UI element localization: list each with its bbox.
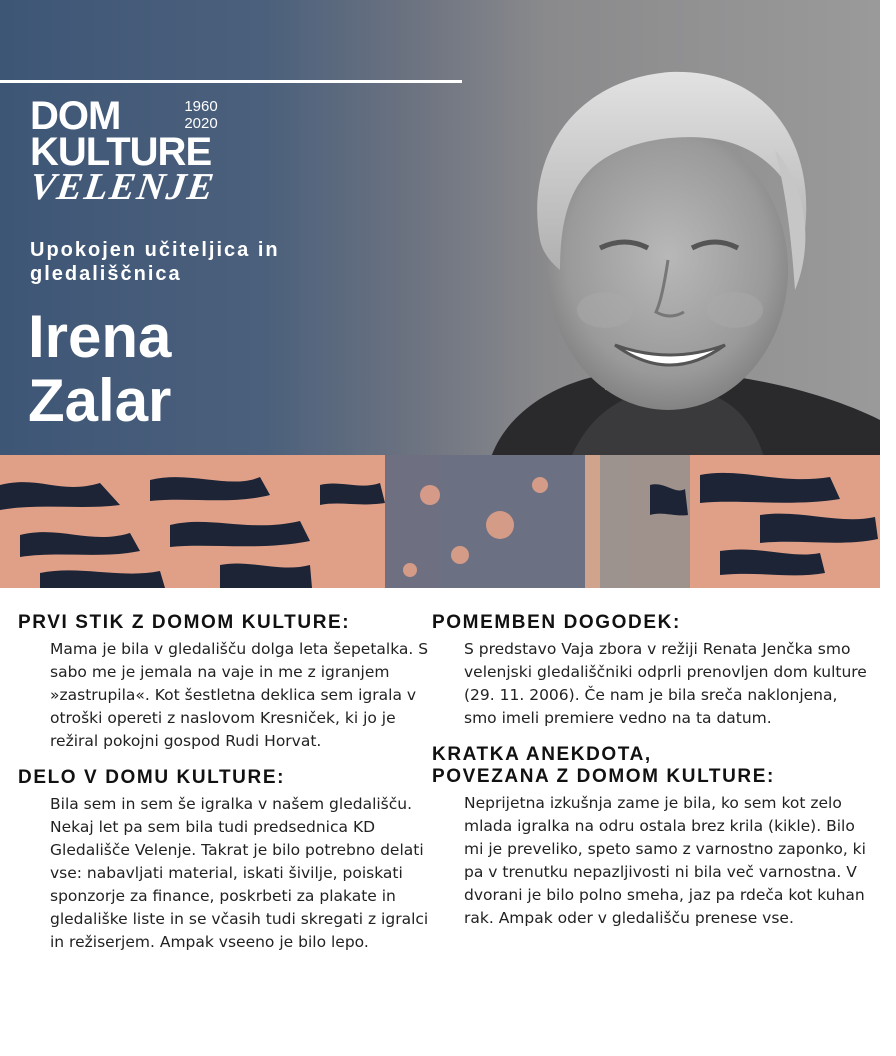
profile-subtitle: Upokojen učiteljica in gledališčnica (30, 239, 280, 285)
top-rule (0, 80, 462, 83)
section-important-event (432, 612, 872, 730)
section-heading: PRVI STIK Z DOMOM KULTURE: (18, 612, 351, 633)
decorative-texture-band (0, 455, 880, 588)
dom-kulture-logo (27, 94, 250, 214)
logo-word-kulture: KULTURE (30, 130, 212, 174)
section-first-contact (18, 612, 438, 753)
section-body: S predstavo Vaja zbora v režiji Renata Jenčka smo velenjski gledališčniki odprli prenovljen dom kulture (29. 11. 2006). Če nam je bila sreča naklonjena, smo imeli premiere vedno na ta datum. (464, 640, 867, 727)
section-heading: DELO V DOMU KULTURE: (18, 767, 286, 788)
section-body: Mama je bila v gledališču dolga leta šepetalka. S sabo me je jemala na vaje in me z igranjem »zastrupila«. Kot šestletna deklica sem igrala v otroški opereti z naslovom Kresniček, ki jo je režiral pokojni gospod Rudi Horvat. (50, 640, 429, 750)
section-anecdote (432, 744, 872, 930)
logo-word-velenje: VELENJE (27, 166, 218, 208)
logo-word-dom: DOM (30, 94, 121, 138)
profile-name: Irena Zalar (28, 303, 172, 434)
left-column (18, 612, 438, 968)
section-work (18, 767, 438, 954)
right-column (432, 612, 872, 944)
portrait-photo (420, 40, 880, 460)
section-body: Bila sem in sem še igralka v našem gledališču. Nekaj let pa sem bila tudi predsednica KD Gledališče Velenje. Takrat je bilo potrebno delati vse: nabavljati material, iskati šivilje, poiskati sponzorje za finance, poskrbeti za plakate in gledališke liste in se včasih tudi skregati z igralci in režiserjem. Ampak vseeno je bilo lepo. (50, 795, 429, 951)
logo-years: 1960 2020 (184, 98, 218, 132)
edge-strip (880, 0, 896, 588)
section-body: Neprijetna izkušnja zame je bila, ko sem kot zelo mlada igralka na odru ostala brez krila (kikle). Bilo mi je preveliko, speto samo z varnostno zaponko, ki pa v trenutku nepazljivosti ni bila več varnostna. V dvorani je bilo polno smeha, jaz pa rdeča kot kuhan rak. Ampak oder v gledališču prenese vse. (464, 794, 866, 927)
section-heading: POMEMBEN DOGODEK: (432, 612, 681, 633)
section-heading: KRATKA ANEKDOTA, POVEZANA Z DOMOM KULTURE: (432, 744, 775, 787)
